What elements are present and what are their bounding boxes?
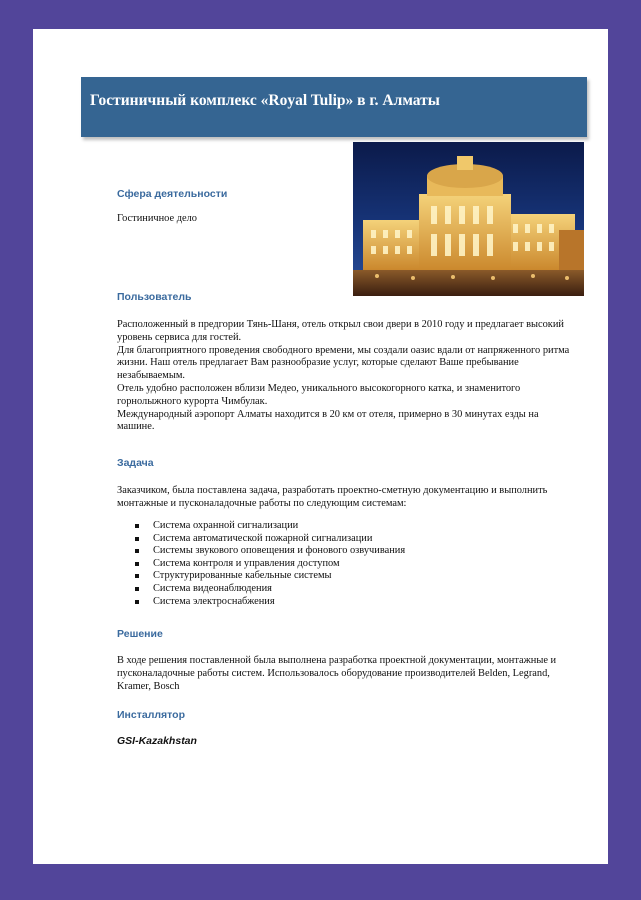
installer-name: GSI-Kazakhstan bbox=[117, 735, 197, 747]
bullet-icon bbox=[135, 524, 139, 528]
bullet-icon bbox=[135, 600, 139, 604]
bullet-icon bbox=[135, 549, 139, 553]
section-heading-user: Пользователь bbox=[117, 291, 192, 303]
systems-list bbox=[133, 520, 405, 608]
list-item bbox=[133, 558, 405, 571]
list-item bbox=[133, 583, 405, 596]
user-description bbox=[117, 319, 577, 434]
sphere-text: Гостиничное дело bbox=[117, 213, 197, 224]
solution-text: В ходе решения поставленной была выполнена разработка проектной документации, монтажные и пусконаладочные работы систем. Использовалось оборудование производителей Belden, Legrand, Kramer, Bosch bbox=[117, 655, 557, 692]
list-item-text: Система автоматической пожарной сигнализации bbox=[153, 532, 373, 544]
page-title: Гостиничный комплекс «Royal Tulip» в г. Алматы bbox=[90, 92, 440, 109]
section-heading-task: Задача bbox=[117, 457, 154, 469]
list-item-text: Структурированные кабельные системы bbox=[153, 570, 332, 582]
bullet-icon bbox=[135, 562, 139, 566]
task-intro: Заказчиком, была поставлена задача, разработать проектно-сметную документацию и выполнить монтажные и пусконаладочные работы по следующим системам: bbox=[117, 485, 548, 509]
list-item-text: Система видеонаблюдения bbox=[153, 582, 272, 594]
bullet-icon bbox=[135, 574, 139, 578]
section-heading-installer: Инсталлятор bbox=[117, 709, 186, 721]
list-item bbox=[133, 545, 405, 558]
list-item-text: Система электроснабжения bbox=[153, 595, 275, 607]
list-item bbox=[133, 520, 405, 533]
user-paragraph: Для благоприятного проведения свободного времени, мы создали оазис вдали от напряженного ритма жизни. Наш отель предлагает Вам разнообразие услуг, которые сделают Ваше пребывание незабываемым. bbox=[117, 344, 570, 382]
title-banner bbox=[81, 77, 587, 137]
list-item bbox=[133, 570, 405, 583]
bullet-icon bbox=[135, 537, 139, 541]
user-paragraph: Расположенный в предгории Тянь-Шаня, отель открыл свои двери в 2010 году и предлагает высокий уровень сервиса для гостей. bbox=[117, 319, 564, 343]
document-page bbox=[33, 29, 608, 864]
section-heading-sphere: Сфера деятельности bbox=[117, 188, 228, 200]
list-item-text: Система контроля и управления доступом bbox=[153, 557, 340, 569]
section-heading-solution: Решение bbox=[117, 628, 163, 640]
bullet-icon bbox=[135, 587, 139, 591]
list-item-text: Системы звукового оповещения и фонового озвучивания bbox=[153, 545, 406, 557]
list-item-text: Система охранной сигнализации bbox=[153, 520, 299, 531]
list-item bbox=[133, 596, 405, 609]
user-paragraph: Международный аэропорт Алматы находится в 20 км от отеля, примерно в 30 минутах езды на машине. bbox=[117, 408, 539, 433]
user-paragraph: Отель удобно расположен вблизи Медео, уникального высокогорного катка, и знаменитого горнолыжного курорта Чимбулак. bbox=[117, 382, 521, 407]
list-item bbox=[133, 533, 405, 546]
